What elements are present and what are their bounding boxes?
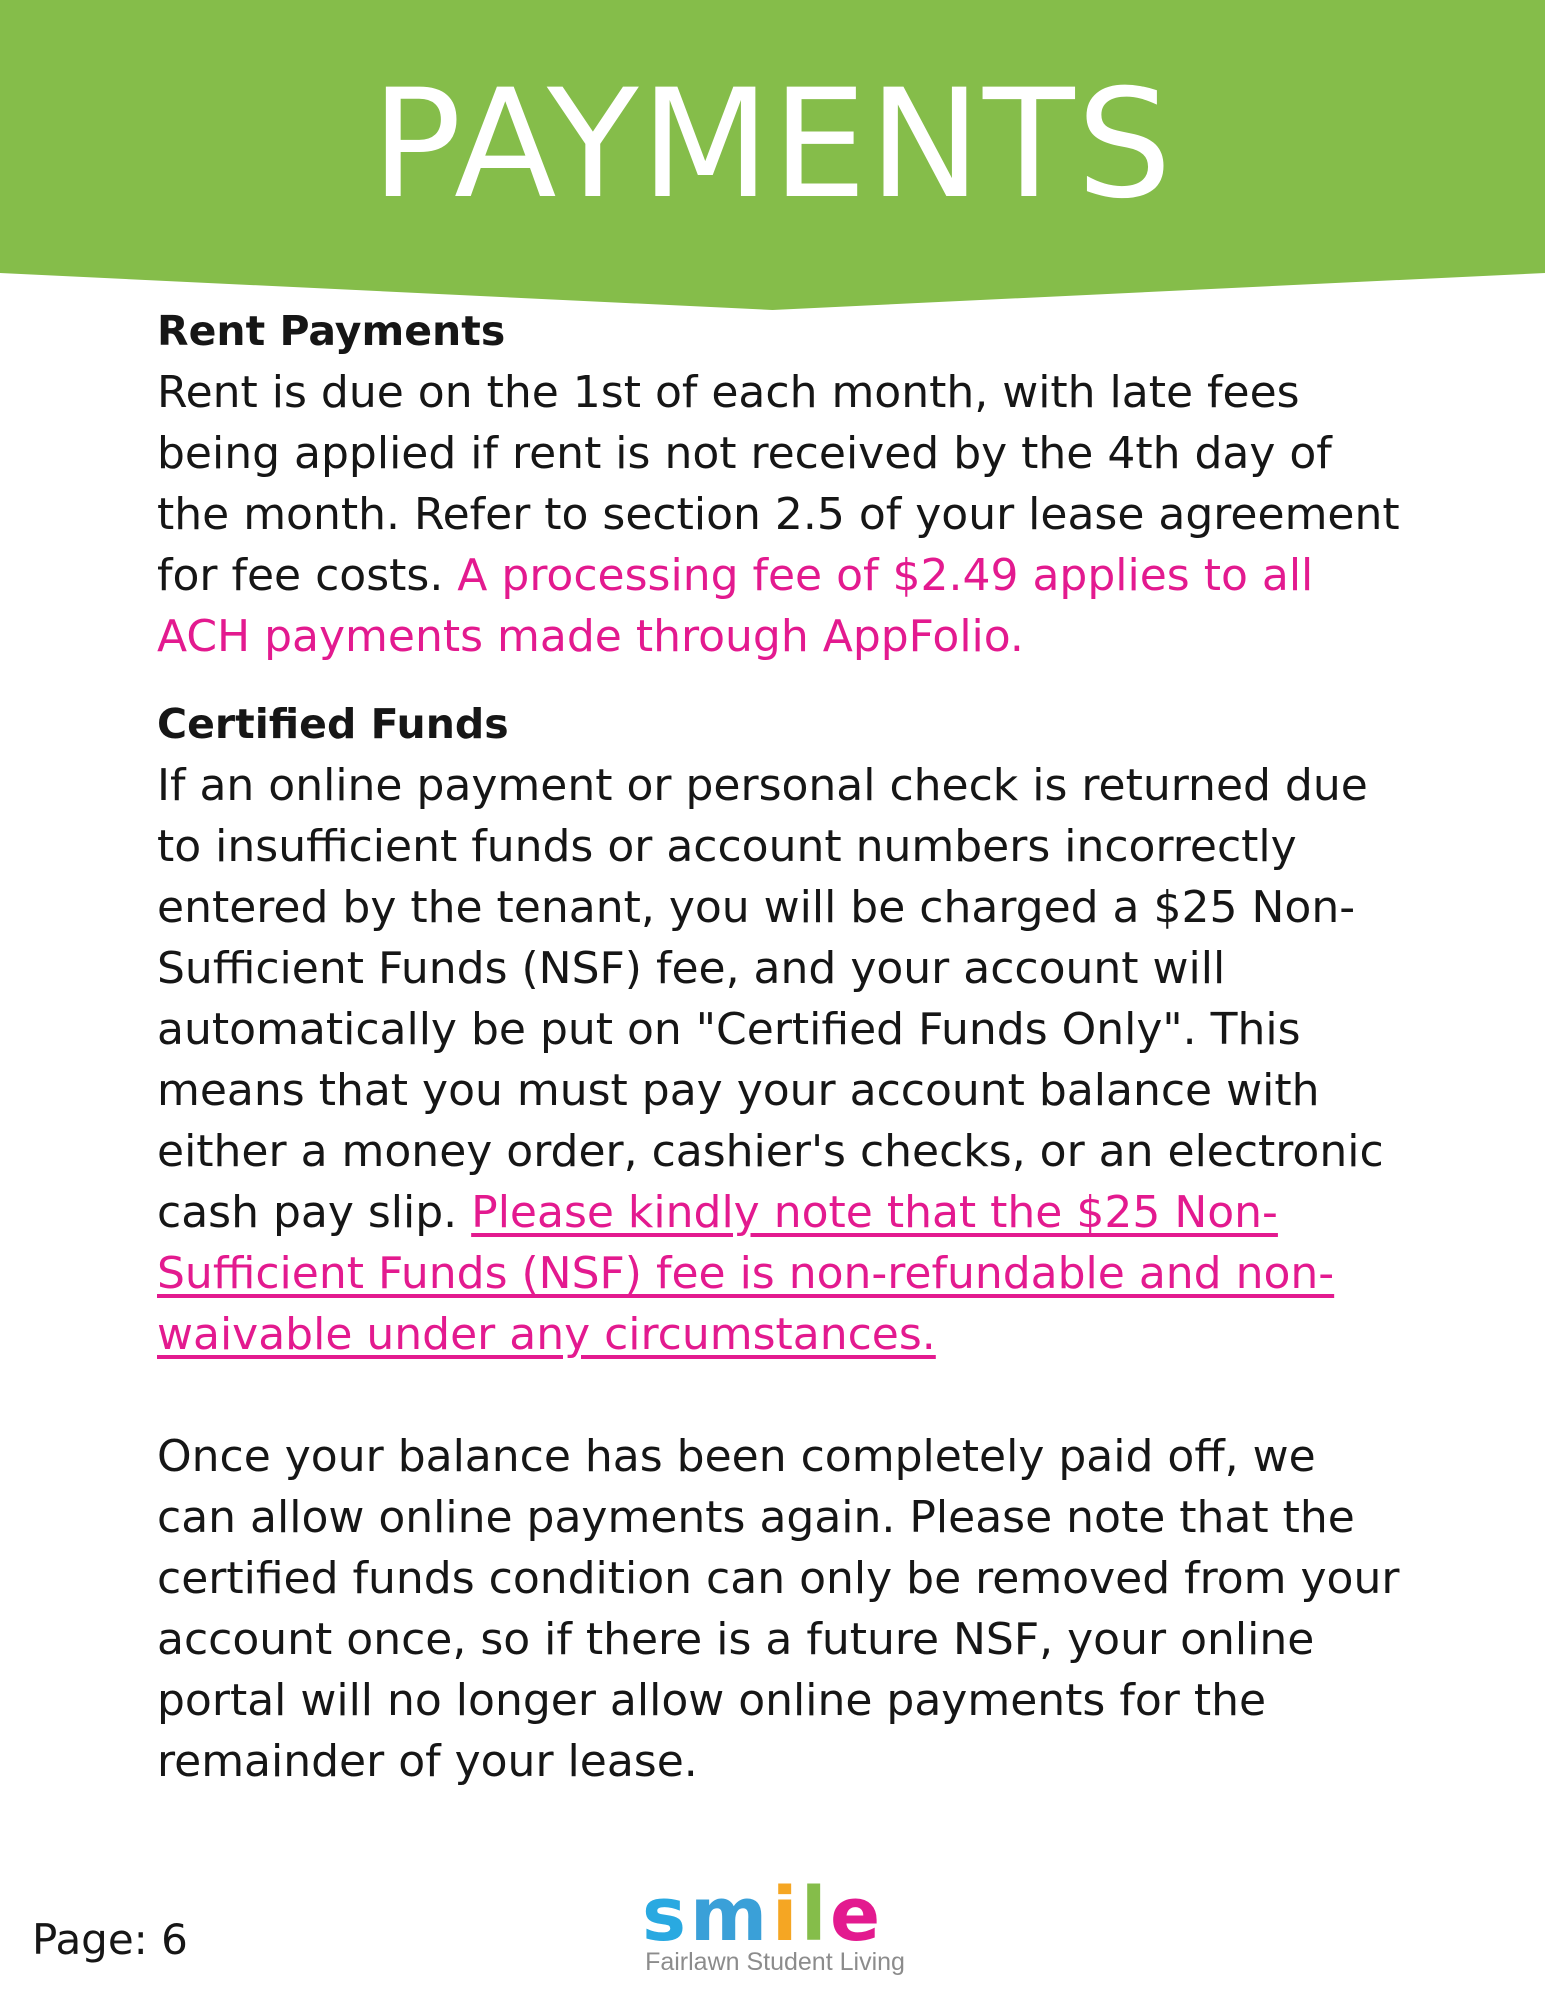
rent-payments-text — [157, 362, 1407, 667]
certified-funds-followup: Once your balance has been completely paid off, we can allow online payments again. Please note that the certified funds condition can only be removed from your account once, so if there is a future NSF, your online portal will no longer allow online payments for the remainder of your lease. — [157, 1431, 1400, 1787]
page-number: Page: 6 — [32, 1915, 188, 1964]
logo-letter-s: s — [642, 1878, 687, 1950]
certified-funds-body: If an online payment or personal check is returned due to insufficient funds or account numbers incorrectly entered by the tenant, you will be charged a $25 Non-Sufficient Funds (NSF) fee, and your account will automatically be put on "Certified Funds Only". This means that you must pay your account balance with either a money order, cashier's checks, or an electronic cash pay slip. — [157, 760, 1384, 1238]
certified-funds-heading: Certified Funds — [157, 700, 509, 748]
nsf-fee-notice: Please kindly note that the $25 Non-Sufficient Funds (NSF) fee is non-refundable and non-waivable under any circumstances. — [157, 1187, 1335, 1360]
logo-letter-i: i — [772, 1878, 798, 1950]
page-title: PAYMENTS — [371, 58, 1174, 232]
logo-letter-e: e — [830, 1878, 881, 1950]
processing-fee-note: A processing fee of $2.49 applies to all ACH payments made through AppFolio. — [157, 550, 1314, 662]
smile-logo — [640, 1878, 910, 1977]
certified-funds-text — [157, 755, 1407, 1365]
logo-letter-m: m — [690, 1878, 768, 1950]
rent-payments-section — [157, 300, 1407, 667]
main-content — [157, 300, 1407, 1792]
smile-logo-wordmark — [640, 1878, 910, 1950]
logo-subtitle: Fairlawn Student Living — [645, 1948, 905, 1976]
rent-payments-body: Rent is due on the 1st of each month, with late fees being applied if rent is not received by the 4th day of the month. Refer to section 2.5 of your lease agreement for fee costs. — [157, 367, 1400, 601]
certified-funds-section — [157, 693, 1407, 1792]
logo-letter-l: l — [801, 1878, 827, 1950]
rent-payments-heading: Rent Payments — [157, 307, 506, 355]
